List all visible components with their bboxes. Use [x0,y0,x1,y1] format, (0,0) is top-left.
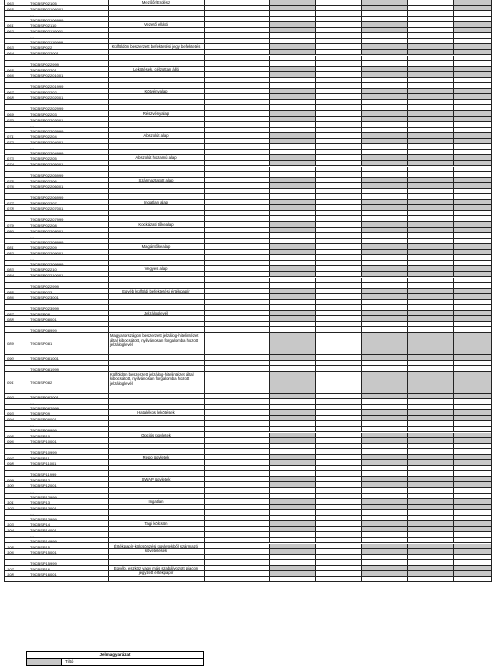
row-code: T9CBSP10 [30,433,51,439]
value-cell-disabled [270,372,316,394]
row-code: T9CBSP16001 [30,572,57,578]
row-code: T9CBSP02202999 [30,106,64,112]
row-code: T9CBSP02110999 [30,39,64,45]
row-code: T9CBSP02110001 [30,28,64,34]
row-code: T9CBSP022999 [30,62,59,68]
row-code: T9CBSP023 [30,289,53,295]
row-code: T9CBSP14999 [30,538,57,544]
row-label: Vezető ellátó [144,22,168,28]
value-cell[interactable] [204,577,270,583]
row-index: 062 [7,28,14,34]
row-code: T9CBSP082999 [30,405,59,411]
row-code: … [30,189,34,195]
row-code: T9CBSP022001 [30,50,59,56]
row-index: 083 [7,267,14,273]
row-code: T9CBSP13999 [30,516,57,522]
row-code: T9CBSP09 [30,411,51,417]
row-code: … [30,577,34,583]
row-code: T9CBSP081999 [30,367,59,373]
table-right-border [491,0,492,582]
value-cell[interactable] [362,577,408,583]
row-code: T9CBSP12001 [30,483,57,489]
row-code: T9CBSP02209999 [30,261,64,267]
row-index: 067 [7,89,14,95]
row-label: Értékpapír-kölcsönzési ügyletekből származó követelések [113,543,199,554]
row-label: Repo ügyletek [142,454,170,460]
row-label: Részvényalap [142,111,170,116]
report-table [4,0,492,636]
row-code: … [30,145,34,151]
row-index: 105 [7,544,14,550]
row-code: … [30,322,34,328]
row-code: T9CBSP02204999 [30,150,64,156]
row-label: Hatalékos lekötések [137,410,175,416]
row-index: 104 [7,527,14,533]
table-row [4,372,492,394]
row-index: 098 [7,461,14,467]
row-code: … [30,167,34,173]
row-label: Származtatott alap [138,177,174,183]
row-code: T9CBSP02202 [30,89,57,95]
row-code: T9CBSP02207 [30,200,57,206]
row-index: 065 [7,67,14,73]
row-index: 073 [7,156,14,162]
value-cell[interactable] [270,577,316,583]
row-code: T9CBSP13 [30,500,51,506]
row-code: T9CBSP02205 [30,156,57,162]
value-cell-disabled [362,333,408,355]
row-code: … [30,444,34,450]
row-label: Vegyes alap [144,266,168,272]
row-index: 087 [7,311,14,317]
row-code: T9CBSP11999 [30,472,57,478]
row-index: 074 [7,161,14,167]
row-index: 072 [7,139,14,145]
row-code: … [30,466,34,472]
row-code: T9CBSP023999 [30,306,59,312]
row-index: 091 [7,379,14,385]
label-column-border [108,0,109,582]
value-cell[interactable] [454,577,492,583]
row-index: 101 [7,500,14,506]
row-code: T9CBSP12 [30,477,51,483]
row-label: Egyéb, eszköz vagy más szabályozott piacon jegyzett értékpapír [113,565,199,576]
row-label: Abszolút alap [143,133,169,139]
row-index: 090 [7,356,14,361]
row-index: 075 [7,178,14,184]
row-label: Egyéb külföldi befektetési értékpapír [122,288,190,294]
row-code: T9CBSP10999 [30,450,57,456]
row-code: T9CBSP02210 [30,267,57,273]
value-cell-disabled [362,372,408,394]
row-code: … [30,34,34,40]
row-index: 092 [7,394,14,400]
row-index: 100 [7,483,14,489]
row-code: T9CBSP02203999 [30,128,64,134]
row-code: T9CBSP022999 [30,284,59,290]
row-code: T9CBSP15 [30,544,51,550]
row-index: 084 [7,272,14,278]
row-code: T9CBSP081001 [30,356,59,361]
row-index: 078 [7,206,14,212]
row-label: Kötvényalap [144,88,168,94]
row-index: 068 [7,95,14,101]
row-code: … [30,511,34,517]
value-cell-disabled [408,333,454,355]
row-code: T9CBSP02204001 [30,139,64,145]
row-code: … [30,12,34,18]
row-label: Magyarországon beszerzett jelzálog-hitelintézet által kibocsátott, nyilvánosan forgalomba hozott jelzáloglevél [110,333,199,348]
row-label: Ingatlan alap [144,199,168,205]
value-cell[interactable] [316,333,362,355]
row-code: T9CBSP14 [30,522,51,528]
row-code: T9CBSP023001 [30,295,59,301]
legend-title: Jelmagyarázat [27,652,203,659]
row-code: T9CBSP02208999 [30,239,64,245]
value-cell[interactable] [204,333,270,355]
row-code: … [30,361,34,367]
row-index: 065 [7,6,14,12]
row-code: T9CBSP09001 [30,416,57,422]
row-code: T9CBSP02106999 [30,17,64,23]
row-code: T9CBSP10001 [30,439,57,445]
row-code: T9CBSP02110 [30,23,57,29]
row-index: 103 [7,522,14,528]
row-index: 093 [7,411,14,417]
row-index: 095 [7,433,14,439]
row-code: T9CBSP082001 [30,394,59,400]
row-index: 102 [7,505,14,511]
row-code: … [30,489,34,494]
row-index: 082 [7,250,14,256]
value-cell-disabled [454,372,492,394]
value-cell-disabled [270,333,316,355]
table-left-border [4,0,5,582]
row-code: T9CBSP16 [30,566,51,572]
row-code: T9CBSP02106001 [30,6,64,12]
row-index: 066 [7,73,14,79]
row-label: Abszolút hozamú alap [135,155,177,161]
row-code: T9CBSP02105 [30,1,57,6]
row-index: 097 [7,455,14,461]
table-row [4,577,492,583]
row-code: … [30,533,34,539]
row-index: 061 [7,23,14,29]
row-code: … [30,256,34,262]
row-divider [4,577,204,583]
row-label: Opciós ügyletek [141,432,171,438]
row-index: 063 [7,1,14,6]
value-cells [204,333,492,355]
row-index: 106 [7,550,14,556]
row-code: T9CBSP02206001 [30,184,64,190]
value-cell[interactable] [316,372,362,394]
row-index: 076 [7,184,14,190]
row-code: T9CBSP02202001 [30,95,64,101]
row-code: … [30,300,34,306]
row-index: 071 [7,134,14,140]
row-code: … [30,211,34,217]
row-index: 108 [7,572,14,578]
value-cell-disabled [454,333,492,355]
row-index: 070 [7,117,14,123]
value-cells [204,372,492,394]
value-cell[interactable] [316,577,362,583]
row-code: T9CBSP02201001 [30,73,64,79]
row-index: 089 [7,341,14,346]
row-index: 096 [7,439,14,445]
row-code: T9CBSP08001 [30,317,57,323]
row-code: T9CBSP02204 [30,134,57,140]
row-code: T9CBSP09999 [30,427,57,433]
row-code: T9CBSP02207999 [30,217,64,223]
row-index: 088 [7,317,14,323]
row-code: T9CBSP02208 [30,223,57,228]
row-label: Mezőőr/Erdész [141,0,171,5]
row-code: … [30,78,34,84]
row-code: T9CBSP02210001 [30,272,64,278]
row-code: T9CBSP02206999 [30,195,64,201]
row-index: 064 [7,50,14,56]
row-index: 085 [7,289,14,295]
row-label: Ingatlan [148,499,164,505]
grid-left-border [204,0,205,582]
row-code: … [30,100,34,106]
row-code: T9CBSP11 [30,455,50,461]
row-code: T9CBSP12999 [30,494,57,500]
row-code: … [30,422,34,428]
row-index: 077 [7,200,14,206]
row-code: … [30,123,34,129]
row-code: T9CBSP081 [30,341,53,346]
row-index: 107 [7,566,14,572]
table-row [4,333,492,355]
row-code: T9CBSP08999 [30,328,57,334]
row-index: 063 [7,45,14,51]
row-code: T9CBSP082 [30,379,53,385]
row-label: Magántőkealap [141,244,171,250]
row-code: T9CBSP15001 [30,550,57,556]
row-code: T9CBSP14001 [30,527,57,533]
row-code: T9CBSP02209001 [30,250,64,256]
row-index: 081 [7,245,14,251]
row-label: Kockázati tőkealap [138,222,174,227]
row-code: T9CBSP02207001 [30,206,64,212]
value-cell-disabled [408,372,454,394]
row-code: … [30,555,34,561]
row-index: 094 [7,416,14,422]
row-code: T9CBSP02205001 [30,161,64,167]
row-code: T9CBSP02209 [30,245,57,251]
value-cell[interactable] [204,372,270,394]
row-code: T9CBSP02203001 [30,117,64,123]
row-code: … [30,400,34,406]
row-index: 069 [7,112,14,117]
row-code: T9CBSP022 [30,45,53,51]
row-code: … [30,56,34,62]
row-label: SWAP ügyletek [141,476,171,482]
row-code: T9CBSP15999 [30,561,57,567]
row-code: … [30,278,34,284]
row-index: 086 [7,295,14,301]
row-label: Külföldön beszerzett befektetési jegy befektetés [111,44,201,50]
row-index: 099 [7,477,14,483]
row-code: T9CBSP11001 [30,461,57,467]
row-label: Jelzáloglevél [144,310,168,316]
value-cells [204,577,492,583]
row-code: T9CBSP02201 [30,67,57,73]
row-code: T9CBSP08 [30,311,51,317]
row-code: T9CBSP02203 [30,112,57,117]
legend-box [26,651,204,666]
row-code: T9CBSP02206 [30,178,57,184]
legend-swatch-shaded [27,659,62,665]
row-label: Külföldön beszerzett jelzálog-hitelintézet által kibocsátott, nyilvánosan forgalomba hozott jelzáloglevél [110,371,194,386]
row-code: T9CBSP02205999 [30,173,64,179]
row-label: Lekötések, célzottan álló [133,66,179,72]
row-index: 080 [7,228,14,234]
row-code: … [30,234,34,240]
row-label: Tagi kölcsön [144,521,168,527]
legend-item [27,659,203,665]
row-code: T9CBSP02208001 [30,228,64,234]
row-code: T9CBSP02201999 [30,84,64,90]
value-cell[interactable] [408,577,454,583]
legend-item-label: Tiltó [65,659,74,664]
row-code: T9CBSP13001 [30,505,57,511]
row-index: 079 [7,223,14,228]
